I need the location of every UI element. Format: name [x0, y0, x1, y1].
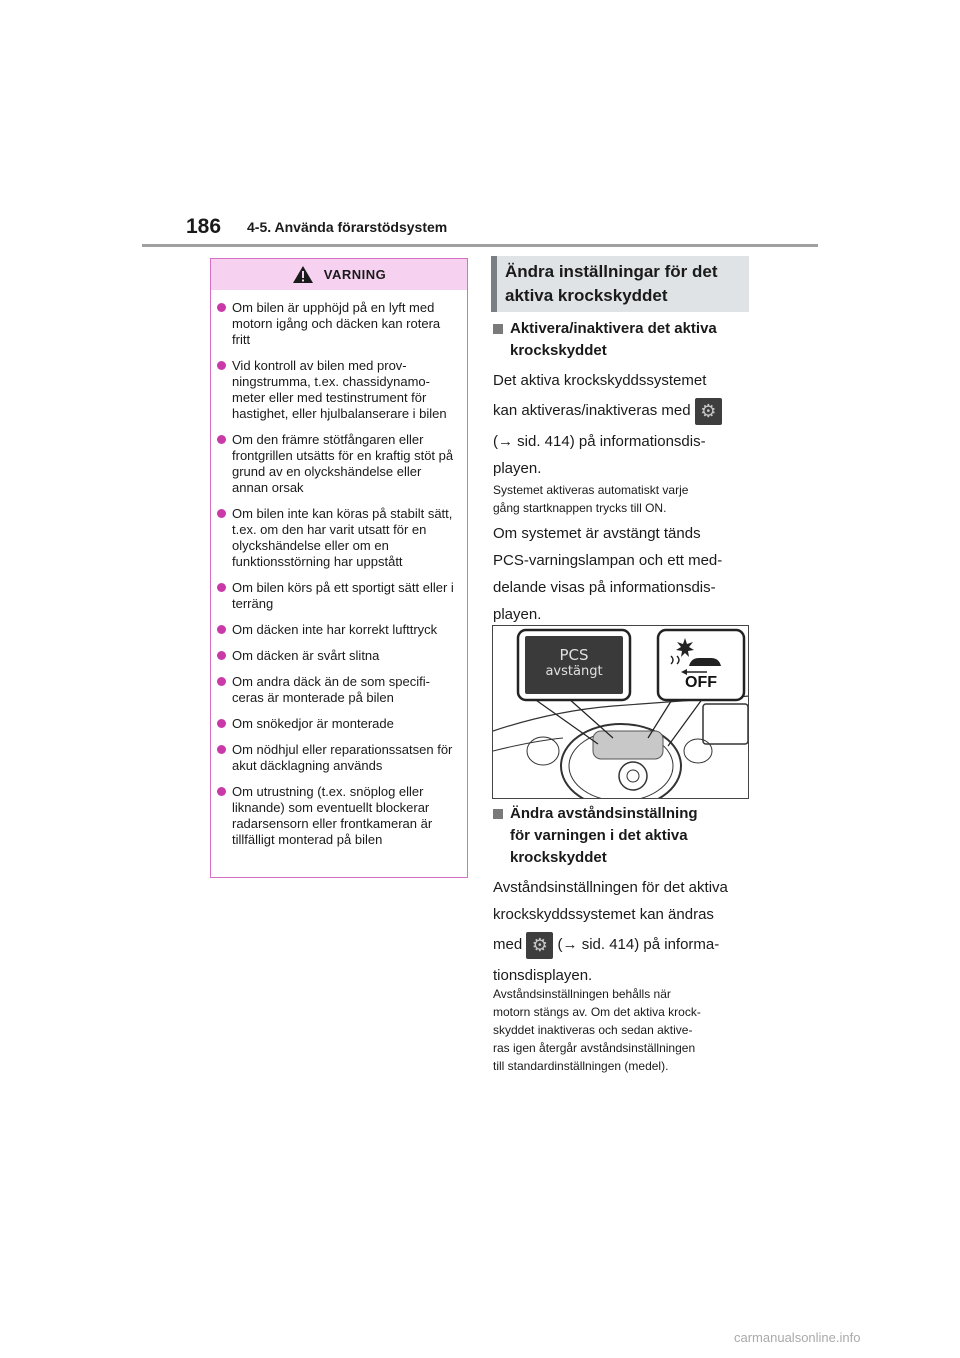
bullet-icon	[217, 651, 226, 660]
list-item	[215, 506, 459, 570]
text-line: (→ sid. 414) på informationsdis-	[493, 432, 706, 450]
pcs-off-label: OFF	[685, 674, 717, 691]
list-item	[215, 432, 459, 496]
list-item-text: Om den främre stötfångaren eller frontgrillen utsätts för en kraftig stöt på grund av en olyckshändelse eller annan orsak	[232, 432, 454, 495]
pcs-display-text	[525, 646, 623, 680]
text-line: Systemet aktiveras automatiskt varje	[493, 483, 689, 497]
sub-heading-toggle	[493, 318, 748, 362]
sub-heading-line: krockskyddet	[510, 342, 607, 359]
list-item-text: Om bilen körs på ett sportigt sätt eller i terräng	[232, 580, 454, 611]
warning-box	[210, 258, 468, 878]
text-line: Om systemet är avstängt tänds	[493, 525, 701, 542]
bullet-icon	[217, 719, 226, 728]
note-auto-activation	[493, 481, 749, 517]
page-number: 186	[186, 215, 222, 238]
bullet-icon	[217, 509, 226, 518]
paragraph-off-state	[493, 520, 749, 628]
square-bullet-icon	[493, 809, 503, 819]
list-item-text: Om snökedjor är monterade	[232, 716, 394, 731]
bullet-icon	[217, 303, 226, 312]
bullet-icon	[217, 677, 226, 686]
text-line: Avståndsinställningen för det aktiva	[493, 879, 728, 896]
text-line: krockskyddssystemet kan ändras	[493, 906, 714, 923]
settings-gear-icon: ⚙	[695, 398, 722, 425]
bullet-icon	[217, 745, 226, 754]
list-item	[215, 674, 459, 706]
paragraph-toggle	[493, 367, 749, 482]
list-item-text: Om bilen inte kan köras på stabilt sätt, t.ex. om den har varit utsatt för en olyckshändelse eller om en funktionsstörning har uppstått	[232, 506, 453, 569]
list-item-text: Om utrustning (t.ex. snöplog eller liknande) som eventuellt blockerar radarsensorn eller frontkameran är tillfälligt monterad på bilen	[232, 784, 433, 847]
text-line	[493, 397, 749, 425]
text-line: skyddet inaktiveras och sedan aktive-	[493, 1023, 693, 1037]
warning-header	[211, 259, 467, 290]
warning-title: VARNING	[323, 267, 387, 282]
list-item	[215, 648, 459, 664]
text-line: till standardinställningen (medel).	[493, 1059, 669, 1073]
header-rule	[142, 244, 818, 247]
text-line: playen.	[493, 606, 542, 623]
sub-heading-line: Aktivera/inaktivera det aktiva	[510, 320, 717, 337]
bullet-icon	[217, 787, 226, 796]
list-item	[215, 300, 459, 348]
watermark[interactable]: carmanualsonline.info	[734, 1330, 861, 1345]
list-item-text: Vid kontroll av bilen med prov-ningstrumma, t.ex. chassidynamo-meter eller med testinstrument för hastighet, eller hjulbalanserare i bilen	[232, 358, 447, 421]
settings-title-line2: aktiva krockskyddet	[505, 286, 668, 305]
bullet-icon	[217, 435, 226, 444]
sub-heading-line: för varningen i det aktiva	[510, 827, 688, 844]
list-item-text: Om däcken är svårt slitna	[232, 648, 380, 663]
list-item	[215, 580, 459, 612]
bullet-icon	[217, 361, 226, 370]
text-span: med	[493, 936, 523, 953]
settings-gear-icon: ⚙	[526, 932, 553, 959]
text-line: ras igen återgår avståndsinställningen	[493, 1041, 696, 1055]
text-line: Det aktiva krockskyddssystemet	[493, 372, 707, 389]
settings-title-line1: Ändra inställningar för det	[505, 262, 718, 281]
settings-title-box	[491, 256, 749, 312]
warning-triangle-icon	[292, 265, 314, 284]
text-span: (→ sid. 414) på informa-	[557, 936, 720, 953]
section-title: 4-5. Använda förarstödsystem	[247, 219, 448, 235]
text-line: PCS-varningslampan och ett med-	[493, 552, 723, 569]
text-line	[493, 931, 749, 959]
list-item-text: Om däcken inte har korrekt lufttryck	[232, 622, 438, 637]
text-line: playen.	[493, 459, 542, 477]
sub-heading-line: krockskyddet	[510, 849, 607, 866]
display-line2: avstängt	[545, 664, 603, 679]
square-bullet-icon	[493, 324, 503, 334]
list-item	[215, 784, 459, 848]
text-line: delande visas på informationsdis-	[493, 579, 716, 596]
warning-list	[211, 290, 467, 848]
dashboard-figure	[492, 625, 749, 799]
list-item	[215, 716, 459, 732]
list-item-text: Om andra däck än de som specifi-ceras är monterade på bilen	[232, 674, 430, 705]
list-item	[215, 742, 459, 774]
sub-heading-distance	[493, 803, 748, 869]
text-line: tionsdisplayen.	[493, 966, 593, 984]
note-distance-retained	[493, 985, 749, 1075]
text-line: Avståndsinställningen behålls när	[493, 987, 671, 1001]
bullet-icon	[217, 583, 226, 592]
sub-heading-line: Ändra avståndsinställning	[510, 805, 698, 822]
text-span: kan aktiveras/inaktiveras med	[493, 402, 691, 419]
list-item	[215, 622, 459, 638]
list-item-text: Om bilen är upphöjd på en lyft med motorn igång och däcken kan rotera fritt	[232, 300, 441, 347]
paragraph-distance	[493, 874, 749, 989]
list-item-text: Om nödhjul eller reparationssatsen för akut däcklagning används	[232, 742, 453, 773]
display-line1: PCS	[559, 646, 589, 664]
text-line: motorn stängs av. Om det aktiva krock-	[493, 1005, 701, 1019]
list-item	[215, 358, 459, 422]
bullet-icon	[217, 625, 226, 634]
text-line: gång startknappen trycks till ON.	[493, 501, 667, 515]
